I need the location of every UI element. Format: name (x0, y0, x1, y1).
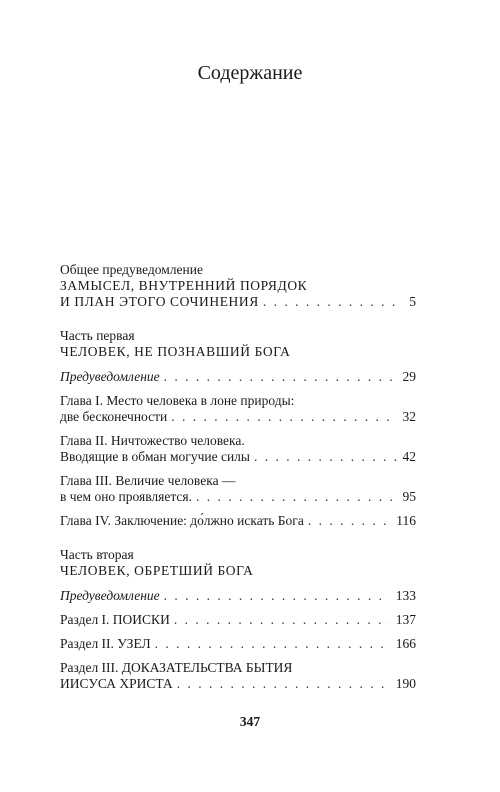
toc-entry-line (60, 294, 416, 310)
entry-title: И ПЛАН ЭТОГО СОЧИНЕНИЯ (60, 294, 259, 309)
dot-leader (174, 612, 390, 628)
toc-entry-line (60, 449, 416, 465)
toc-entry (60, 588, 416, 604)
part-heading: ЧЕЛОВЕК, ОБРЕТШИЙ БОГА (60, 563, 254, 578)
part-heading: ЧЕЛОВЕК, НЕ ПОЗНАВШИЙ БОГА (60, 344, 291, 359)
page-number: 347 (239, 714, 261, 729)
toc-entry (60, 393, 416, 425)
toc-entry (60, 369, 416, 385)
toc-entry-line (60, 489, 416, 505)
toc-entry (60, 636, 416, 652)
toc-entry (60, 612, 416, 628)
entry-title-cont: две бесконечности (60, 409, 168, 424)
entry-title: Глава I. Место человека в лоне природы: (60, 393, 295, 408)
part-label: Часть первая (60, 328, 135, 343)
page-ref: 29 (402, 369, 416, 384)
dot-leader (164, 588, 390, 604)
page-ref: 166 (395, 636, 416, 651)
page-ref: 95 (402, 489, 416, 504)
dot-leader (171, 409, 396, 425)
toc-entry-line (60, 409, 416, 425)
entry-title: Предуведомление (60, 588, 160, 603)
dot-leader (155, 636, 390, 652)
dot-leader (164, 369, 397, 385)
page-ref: 133 (395, 588, 416, 603)
entry-title: Раздел I. ПОИСКИ (60, 612, 170, 627)
page-ref: 5 (409, 294, 416, 309)
section-label: Общее предуведомление (60, 262, 203, 277)
toc-entry (60, 660, 416, 692)
page-ref: 42 (402, 449, 416, 464)
toc-part-one (60, 328, 416, 529)
toc-entry (60, 513, 416, 529)
dot-leader (263, 294, 403, 310)
toc-entry (60, 473, 416, 505)
dot-leader (196, 489, 396, 505)
table-of-contents (60, 262, 416, 692)
entry-title: Глава IV. Заключение: до́лжно искать Бога (60, 513, 304, 528)
dot-leader (308, 513, 390, 529)
page-ref: 190 (395, 676, 416, 691)
page-ref: 137 (395, 612, 416, 627)
dot-leader (254, 449, 397, 465)
toc-entry (60, 433, 416, 465)
entry-title: Глава III. Величие человека — (60, 473, 236, 488)
entry-title: Раздел II. УЗЕЛ (60, 636, 151, 651)
toc-intro (60, 262, 416, 310)
section-heading: ЗАМЫСЕЛ, ВНУТРЕННИЙ ПОРЯДОК (60, 278, 308, 293)
page-ref: 32 (402, 409, 416, 424)
page-title: Содержание (197, 62, 303, 84)
entry-title: Раздел III. ДОКАЗАТЕЛЬСТВА БЫТИЯ (60, 660, 293, 675)
entry-title-cont: в чем оно проявляется. (60, 489, 193, 504)
entry-title: Предуведомление (60, 369, 160, 384)
dot-leader (177, 676, 390, 692)
entry-title-cont: ИИСУСА ХРИСТА (60, 676, 173, 691)
entry-title-cont: Вводящие в обман могучие силы (60, 449, 250, 464)
page-ref: 116 (396, 513, 416, 528)
toc-entry-line (60, 676, 416, 692)
entry-title: Глава II. Ничтожество человека. (60, 433, 245, 448)
toc-part-two (60, 547, 416, 692)
part-label: Часть вторая (60, 547, 134, 562)
